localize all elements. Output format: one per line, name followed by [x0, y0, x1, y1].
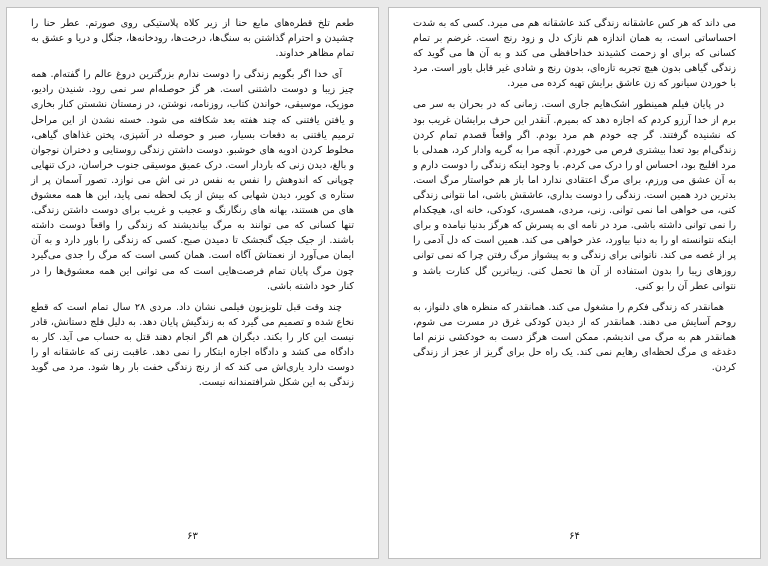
left-page — [6, 7, 379, 559]
right-page — [388, 7, 761, 559]
right-page-number: ۶۴ — [569, 531, 580, 542]
left-page-number: ۶۳ — [187, 531, 198, 542]
left-paragraph-2: آی خدا اگر بگویم زندگی را دوست ندارم بزرگترین دروغ عالم را گفته‌ام. همه چیز زیبا و دوست داشتنی است. هر گز حوصله‌ام سر نمی رود. شنیدن رادیو، موزیک، موسیقی، خواندن کتاب، روزنامه، نوشتن، در زمستان نشستن کنار بخاری و یافتن یافتنی که چند هفته بعد شکافته می شود. خسته نشدن از این مراحل ترمیم یافتنی به دفعات بسیار، صبر و حوصله در آشپزی، پختن غذاهای گیاهی، مخلوط کردن ادویه های خوشبو. دوست داشتن زندگی روستایی و دختران نوجوان و بالغ، دیدن زنی که باردار است. درک عمیق موسیقی جنوب خراسان، درک تنهایی چوپانی که اندوهش را نفس به نفس در نی اش می نوازد. تصور آسمان پر از ستاره ی کویر، دیدن شهابی که بیش از یک لحظه نمی پاید، این ها همه معشوق های من هستند، بهانه های رنگارنگ و عجیب و غریب برای دوست داشتن زندگی. تنها کسانی که می توانند به مرگ بیاندیشند که زندگی را واقعاً دوست داشته باشند. از جیک جیک گنجشک تا دمیدن صبح. کسی که زندگی را باور دارد و به آن ایمان می‌آورد از نعمتاش آگاه است. همان کسی است که مرگ را جدی می‌گیرد چون مرگ پایان تمام فرصت‌هایی است که می توانی این همه معشوق‌ها را در کنار خود داشته باشی. — [31, 69, 354, 292]
left-page-text — [31, 16, 354, 396]
left-paragraph-1: طعم تلخ قطره‌های مایع حنا از زیر کلاه پلاستیکی روی صورتم. عطر حنا را چشیدن و احترام گذاشتن به سنگ‌ها، درخت‌ها، رودخانه‌ها، جنگل و دریا و عشق به تمام مظاهر خداوند. — [31, 18, 354, 60]
right-paragraph-2: در پایان فیلم همینطور اشک‌هایم جاری است. زمانی که در بحران به سر می برم از خدا آرزو کردم که اجازه دهد که بمیرم. آنقدر این حرف برایشان غریب بود که نشنیده گرفتند. گر چه خودم هم مرد بودم. اگر واقعاً قصدم تمام کردن زندگی‌ام بود تعدا بیشتری فرص می خوردم. آنچه مرا به گریه وادار کرد، همدلی با مرد افلیج بود، احساس او را درک می کردم. با وجود اینکه زندگی را دوست دارم و به آن عشق می ورزم، برای مرگ اعتقادی ندارد اما باز هم خواستار مرگ است. بدترین درد همین است. زندگی را دوست بداری، عاشقش باشی، اما نتوانی زندگی کنی، می خواهی اما نمی توانی. زنی، مردی، همسری، کودکی، خانه ای، هیچکدام را نمی توانی داشته باشی. مرد در نامه ای به پسرش که هرگز بدنیا نیامده و برای اینکه نتوانسته او را به دنیا بیاورد، عذر خواهی می کند. همین است که دل آدمی را پر از غصه می کند. ناتوانی برای زندگی و به پیشواز مرگ رفتن چرا که نمی توانی روزهای زیبا را بدون استفاده از آن ها تحمل کنی. زیباترین گل کنارت باشد و نتوانی عطر آن را بو کنی. — [413, 99, 736, 292]
right-page-text — [413, 16, 736, 381]
right-paragraph-1: می داند که هر کس عاشقانه زندگی کند عاشقانه هم می میرد. کسی که به شدت احساساتی است، به همان اندازه هم نازک دل و زود رنج است. غرضم بر تمام کسانی که برای او زحمت کشیدند خداحافظی می کند و به آن ها می گوید که زندگی گیاهی بدون هیچ تجربه تازه‌ای، بدون رنج و شادی غیر قابل باور است. مرد با خوردن سیانور که زن عاشق برایش تهیه کرده می میرد. — [413, 18, 736, 90]
left-paragraph-3: چند وقت قبل تلویزیون فیلمی نشان داد. مردی ۲۸ سال تمام است که قطع نخاع شده و تصمیم می گیرد که به زندگیش پایان دهد. به دلیل فلج دستانش، قادر نیست این کار را بکند. دیگران هم اگر انجام دهند قتل به حساب می آید. کار به دادگاه می کشد و دادگاه اجازه ابتکار را نمی دهد. عاقبت زنی که عاشقانه او را دوست دارد یاری‌اش می کند که از رنج زندگی خفت بار رها شود. مرد می گوید زندگی به این شکل شرافتمندانه نیست. — [31, 301, 354, 389]
right-paragraph-3: همانقدر که زندگی فکرم را مشغول می کند. همانقدر که منظره های دلنواز، به روحم آسایش می دهند. همانقدر که از دیدن کودکی غرق در مسرت می شوم، همانقدر هم به مرگ می اندیشم. ممکن است هرگز دست به خودکشی نزنم اما دغدغه ی مرگ لحظه‌ای رهایم نمی کند. یک راه حل برای گریز از عجز از زندگی کردن. — [413, 301, 736, 374]
